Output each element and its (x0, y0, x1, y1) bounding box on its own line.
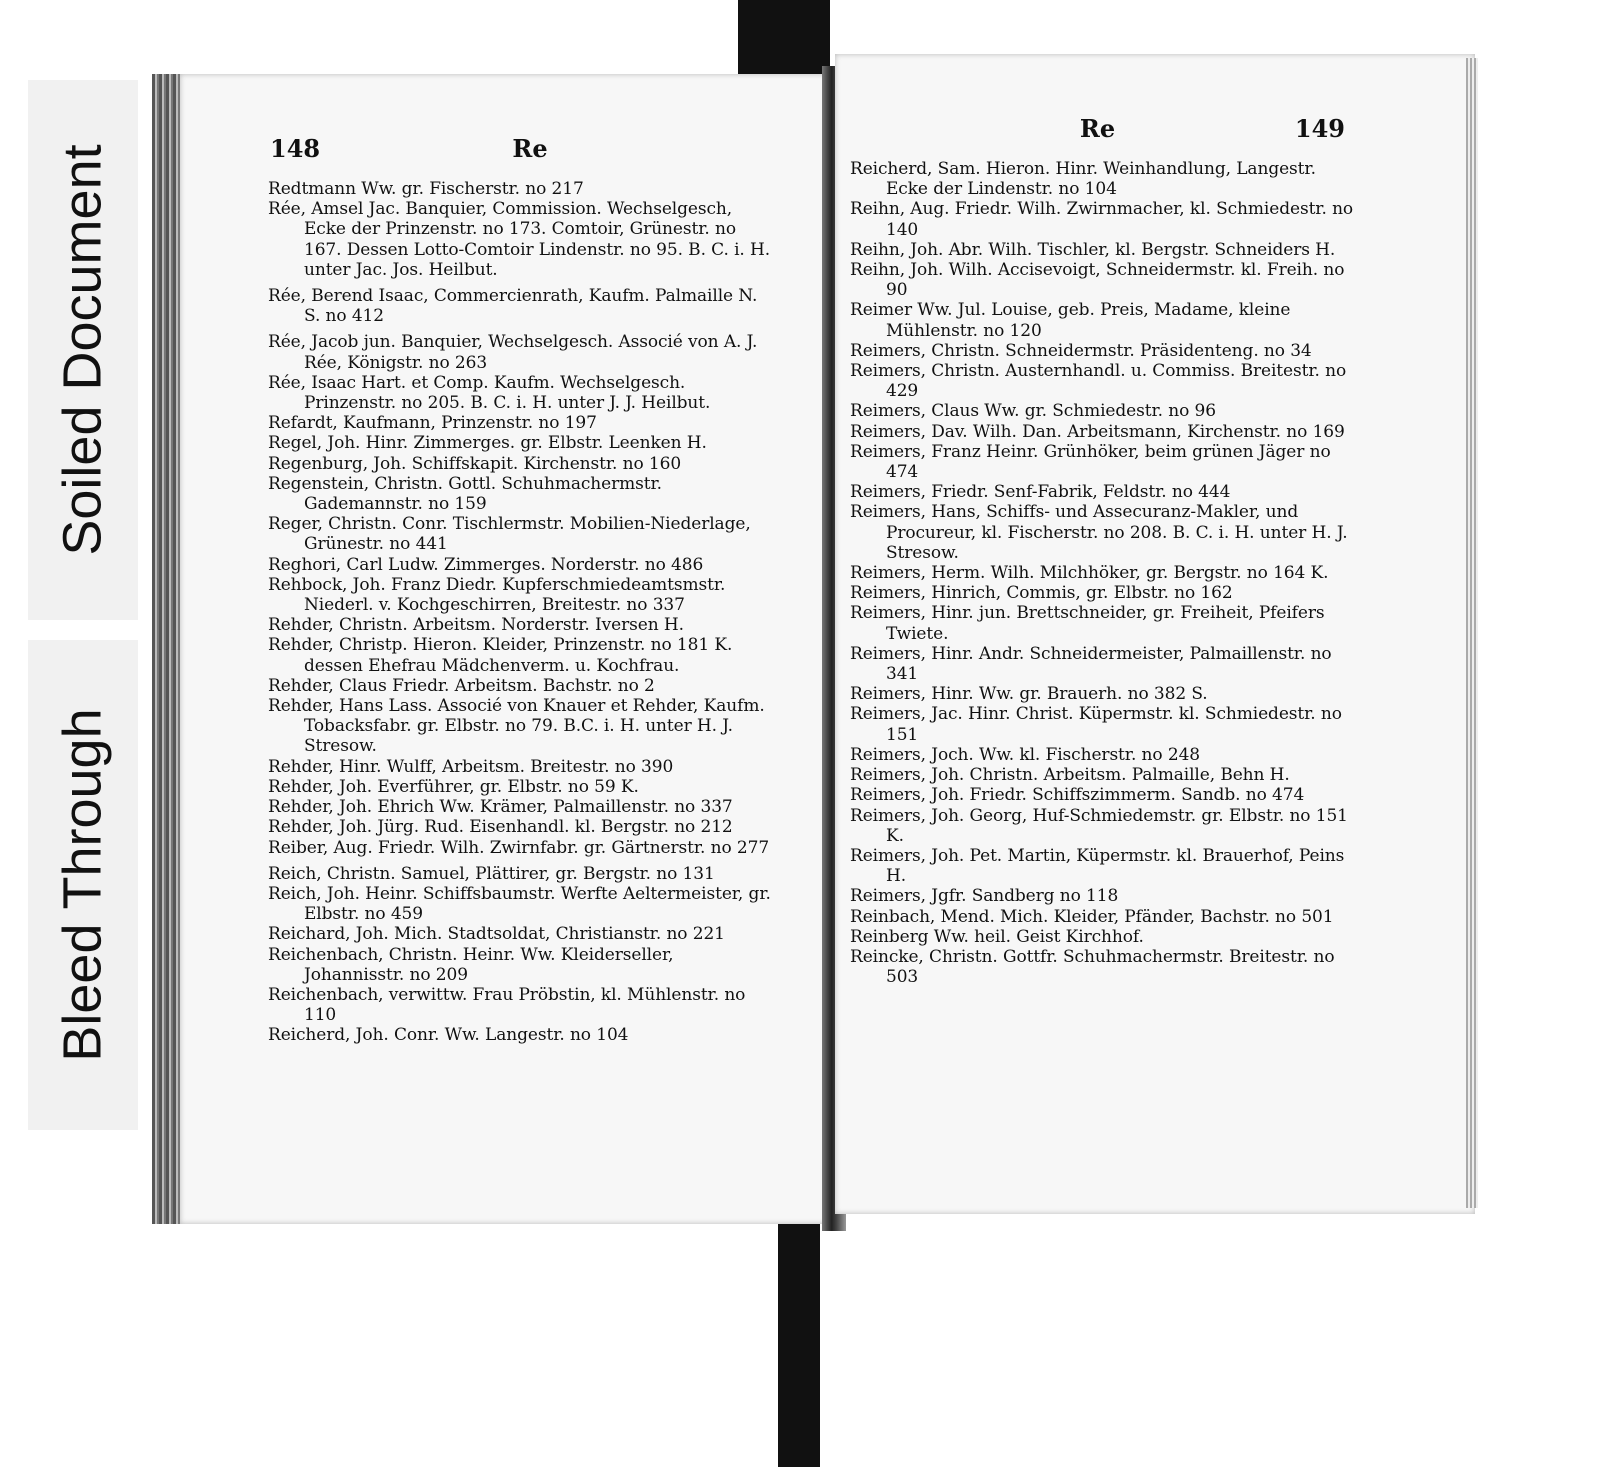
directory-entry: Rehder, Hans Lass. Associé von Knauer et Rehder, Kaufm. Tobacksfabr. gr. Elbstr. no 79. B.C. i. H. unter H. J. Stresow. (268, 696, 765, 757)
directory-entry: Reger, Christn. Conr. Tischlermstr. Mobilien-Niederlage, Grünestr. no 441 (268, 514, 751, 555)
directory-entry: Reinberg Ww. heil. Geist Kirchhof. (850, 926, 1144, 947)
directory-entry: Regenstein, Christn. Gottl. Schuhmachermstr. Gademannstr. no 159 (268, 473, 662, 515)
directory-entry: Reimers, Joh. Christn. Arbeitsm. Palmaille, Behn H. (850, 765, 1290, 786)
right-page-edge (1466, 58, 1478, 1208)
directory-entry: Reimers, Joh. Pet. Martin, Küpermstr. kl. Brauerhof, Peins H. (850, 845, 1345, 887)
right-entry-list (850, 159, 1355, 987)
directory-entry: Reincke, Christn. Gottfr. Schuhmachermstr. Breitestr. no 503 (850, 946, 1335, 988)
directory-entry: Rehder, Joh. Everführer, gr. Elbstr. no 59 K. (268, 776, 639, 797)
right-page-header (850, 114, 1345, 158)
directory-entry: Reicherd, Joh. Conr. Ww. Langestr. no 104 (268, 1025, 629, 1046)
directory-entry: Redtmann Ww. gr. Fischerstr. no 217 (268, 179, 584, 199)
right-section-heading: Re (1079, 114, 1116, 143)
directory-entry: Reimers, Hinr. Ww. gr. Brauerh. no 382 S. (850, 684, 1208, 705)
soiled-document-text: Soiled Document (53, 144, 114, 556)
directory-entry: Reimers, Friedr. Senf-Fabrik, Feldstr. no 444 (850, 482, 1231, 503)
directory-entry: Reich, Christn. Samuel, Plättirer, gr. Bergstr. no 131 (268, 863, 715, 884)
directory-entry: Reimers, Christn. Austernhandl. u. Commiss. Breitestr. no 429 (850, 361, 1347, 402)
binding-strap-bottom (778, 1215, 820, 1467)
directory-entry: Reimers, Hinr. Andr. Schneidermeister, Palmaillenstr. no 341 (850, 643, 1332, 685)
directory-entry: Reichenbach, verwittw. Frau Pröbstin, kl. Mühlenstr. no 110 (268, 984, 746, 1026)
directory-entry: Reihn, Joh. Wilh. Accisevoigt, Schneidermstr. kl. Freih. no 90 (850, 260, 1345, 301)
right-page-number: 149 (1294, 114, 1345, 143)
directory-entry: Reimers, Hans, Schiffs- und Assecuranz-Makler, und Procureur, kl. Fischerstr. no 208. B. C. i. H. unter H. J. Stresow. (850, 502, 1348, 563)
directory-entry: Reimers, Dav. Wilh. Dan. Arbeitsmann, Kirchenstr. no 169 (850, 421, 1345, 442)
directory-entry: Reimers, Jgfr. Sandberg no 118 (850, 886, 1119, 907)
directory-entry: Reichard, Joh. Mich. Stadtsoldat, Christianstr. no 221 (268, 924, 725, 945)
directory-entry: Rehder, Joh. Jürg. Rud. Eisenhandl. kl. Bergstr. no 212 (268, 817, 733, 838)
directory-entry: Rée, Jacob jun. Banquier, Wechselgesch. Associé von A. J. Rée, Königstr. no 263 (268, 332, 758, 373)
binding-strap-top (738, 0, 830, 80)
directory-entry: Reimers, Hinrich, Commis, gr. Elbstr. no 162 (850, 583, 1233, 604)
directory-entry: Regel, Joh. Hinr. Zimmerges. gr. Elbstr. Leenken H. (268, 433, 707, 454)
directory-entry: Refardt, Kaufmann, Prinzenstr. no 197 (268, 413, 597, 434)
directory-entry: Reimers, Claus Ww. gr. Schmiedestr. no 96 (850, 401, 1216, 422)
left-page (180, 74, 830, 1224)
directory-entry: Reihn, Joh. Abr. Wilh. Tischler, kl. Bergstr. Schneiders H. (850, 239, 1336, 260)
left-entry-list (268, 179, 775, 1046)
left-page-header (270, 134, 790, 178)
directory-entry: Reimer Ww. Jul. Louise, geb. Preis, Madame, kleine Mühlenstr. no 120 (850, 300, 1291, 341)
directory-entry: Reimers, Joh. Georg, Huf-Schmiedemstr. gr. Elbstr. no 151 K. (850, 805, 1348, 846)
directory-entry: Rée, Amsel Jac. Banquier, Commission. Wechselgesch, Ecke der Prinzenstr. no 173. Comtoir, Grünestr. no 167. Dessen Lotto-Comtoir Lindenstr. no 95. B. C. i. H. unter Jac. Jos. Heilbut. (268, 199, 771, 280)
directory-entry: Rehder, Claus Friedr. Arbeitsm. Bachstr. no 2 (268, 675, 655, 696)
directory-entry: Reicherd, Sam. Hieron. Hinr. Weinhandlung, Langestr. Ecke der Lindenstr. no 104 (850, 159, 1316, 200)
directory-entry: Reimers, Jac. Hinr. Christ. Küpermstr. kl. Schmiedestr. no 151 (850, 704, 1342, 745)
directory-entry: Rée, Isaac Hart. et Comp. Kaufm. Wechselgesch. Prinzenstr. no 205. B. C. i. H. unter J. J. Heilbut. (268, 372, 711, 414)
right-page (835, 54, 1475, 1214)
directory-entry: Reihn, Aug. Friedr. Wilh. Zwirnmacher, kl. Schmiedestr. no 140 (850, 199, 1354, 240)
directory-entry: Reimers, Joh. Friedr. Schiffszimmerm. Sandb. no 474 (850, 785, 1305, 806)
directory-entry: Reich, Joh. Heinr. Schiffsbaumstr. Werfte Aeltermeister, gr. Elbstr. no 459 (268, 883, 771, 925)
directory-entry: Reimers, Joch. Ww. kl. Fischerstr. no 248 (850, 744, 1200, 765)
directory-entry: Rehder, Hinr. Wulff, Arbeitsm. Breitestr. no 390 (268, 756, 674, 777)
directory-entry: Reichenbach, Christn. Heinr. Ww. Kleiderseller, Johannisstr. no 209 (268, 944, 674, 985)
directory-entry: Regenburg, Joh. Schiffskapit. Kirchenstr. no 160 (268, 453, 682, 474)
bleed-through-label (28, 640, 138, 1130)
directory-entry: Rehbock, Joh. Franz Diedr. Kupferschmiedeamtsmstr. Niederl. v. Kochgeschirren, Breitestr. no 337 (268, 574, 726, 616)
directory-entry: Rehder, Christn. Arbeitsm. Norderstr. Iversen H. (268, 615, 684, 636)
soiled-document-label (28, 80, 138, 620)
directory-entry: Reimers, Herm. Wilh. Milchhöker, gr. Bergstr. no 164 K. (850, 563, 1329, 584)
bleed-through-text: Bleed Through (53, 708, 113, 1062)
directory-entry: Rée, Berend Isaac, Commercienrath, Kaufm. Palmaille N. S. no 412 (268, 286, 758, 327)
left-page-number: 148 (270, 134, 321, 163)
directory-entry: Reimers, Franz Heinr. Grünhöker, beim grünen Jäger no 474 (850, 441, 1331, 483)
directory-entry: Rehder, Joh. Ehrich Ww. Krämer, Palmaillenstr. no 337 (268, 797, 733, 818)
directory-entry: Rehder, Christp. Hieron. Kleider, Prinzenstr. no 181 K. dessen Ehefrau Mädchenverm. u. Kochfrau. (268, 635, 733, 676)
directory-entry: Reiber, Aug. Friedr. Wilh. Zwirnfabr. gr. Gärtnerstr. no 277 (268, 837, 770, 858)
directory-entry: Reghori, Carl Ludw. Zimmerges. Norderstr. no 486 (268, 554, 704, 575)
directory-entry: Reimers, Hinr. jun. Brettschneider, gr. Freiheit, Pfeifers Twiete. (850, 603, 1325, 644)
directory-entry: Reimers, Christn. Schneidermstr. Präsidenteng. no 34 (850, 340, 1312, 361)
directory-entry: Reinbach, Mend. Mich. Kleider, Pfänder, Bachstr. no 501 (850, 906, 1334, 927)
left-section-heading: Re (512, 134, 548, 163)
